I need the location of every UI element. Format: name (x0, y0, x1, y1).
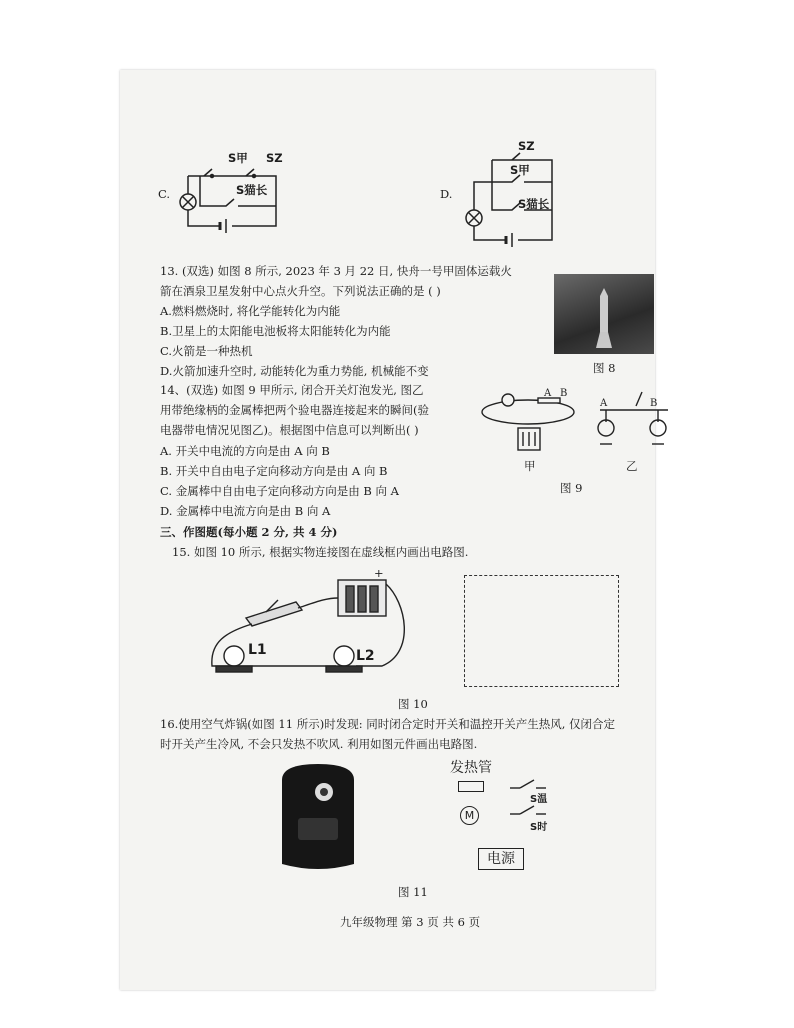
heater-resistor-icon (458, 781, 484, 792)
fig10-lamp-l1-label: L1 (248, 642, 267, 658)
fig11-caption: 图 11 (398, 885, 428, 899)
motor-icon: M (460, 806, 479, 825)
q14-stem-line2: 用带绝缘柄的金属棒把两个验电器连接起来的瞬间(验 (160, 403, 429, 417)
switch-temp-label: S温 (530, 794, 548, 805)
fig9-yi-caption: 乙 (626, 459, 638, 473)
switch-s-yi-label-c: SZ (266, 151, 283, 165)
q13-option-a: A.燃料燃烧时, 将化学能转化为内能 (160, 304, 341, 318)
q14-option-b: B. 开关中自由电子定向移动方向是由 A 向 B (160, 464, 388, 478)
fig10-lamp-l2-label: L2 (356, 648, 375, 664)
switch-s-jia-label-c: S甲 (228, 151, 248, 165)
circuit-drawing-box[interactable] (464, 575, 619, 687)
fig10-physical-circuit (206, 572, 416, 684)
q13-option-d: D.火箭加速升空时, 动能转化为重力势能, 机械能不变 (160, 364, 429, 378)
switch-s-jia-label-d: S甲 (510, 163, 530, 177)
q13-stem-line2: 箭在酒泉卫星发射中心点火升空。下列说法正确的是 ( ) (160, 284, 441, 298)
switch-guardian-label-d: S猫长 (518, 197, 550, 211)
fig9-electroscope-label-a: A (600, 398, 608, 409)
air-fryer-icon (268, 760, 368, 878)
rocket-icon (594, 288, 614, 348)
fig9-caption: 图 9 (560, 481, 583, 495)
rocket-launch-photo (554, 274, 654, 354)
page-footer: 九年级物理 第 3 页 共 6 页 (340, 915, 481, 929)
power-source-box: 电源 (478, 848, 524, 870)
q16-stem-line1: 16.使用空气炸锅(如图 11 所示)时发现: 同时闭合定时开关和温控开关产生热风, 仅闭合定 (160, 717, 616, 731)
option-d-label: D. (440, 187, 453, 201)
fig10-caption: 图 10 (398, 697, 428, 711)
circuit-diagram-d (462, 152, 572, 248)
fig9-electroscope-label-b: B (650, 398, 658, 409)
q15-stem: 15. 如图 10 所示, 根据实物连接图在虚线框内画出电路图. (172, 545, 469, 559)
section-3-title: 三、作图题(每小题 2 分, 共 4 分) (160, 525, 338, 539)
fig8-caption: 图 8 (593, 361, 616, 375)
fig9-jia-caption: 甲 (524, 459, 536, 473)
q14-option-d: D. 金属棒中电流方向是由 B 向 A (160, 504, 331, 518)
circuit-diagram-c (176, 164, 296, 244)
q14-option-a: A. 开关中电流的方向是由 A 向 B (160, 444, 330, 458)
switch-guardian-label-c: S猫长 (236, 183, 268, 197)
q13-option-b: B.卫星上的太阳能电池板将太阳能转化为内能 (160, 324, 391, 338)
heater-label: 发热管 (450, 760, 492, 776)
air-fryer-photo (268, 760, 368, 878)
switch-s-yi-label-d: SZ (518, 139, 535, 153)
q14-option-c: C. 金属棒中自由电子定向移动方向是由 B 向 A (160, 484, 399, 498)
fig10-battery-plus: + (374, 566, 384, 580)
q14-stem-line1: 14、(双选) 如图 9 甲所示, 闭合开关灯泡发光, 图乙 (160, 383, 424, 397)
q14-stem-line3: 电器带电情况见图乙)。根据图中信息可以判断出( ) (160, 423, 419, 437)
q16-stem-line2: 时开关产生冷风, 不会只发热不吹风. 利用如图元件画出电路图. (160, 737, 478, 751)
q13-stem-line1: 13. (双选) 如图 8 所示, 2023 年 3 月 22 日, 快舟一号甲固体运载火 (160, 264, 512, 278)
fig9-label-b: B (560, 388, 568, 399)
option-c-label: C. (158, 187, 171, 201)
fig9-label-a: A (544, 388, 552, 399)
switch-timer-label: S时 (530, 822, 548, 833)
q13-option-c: C.火箭是一种热机 (160, 344, 253, 358)
